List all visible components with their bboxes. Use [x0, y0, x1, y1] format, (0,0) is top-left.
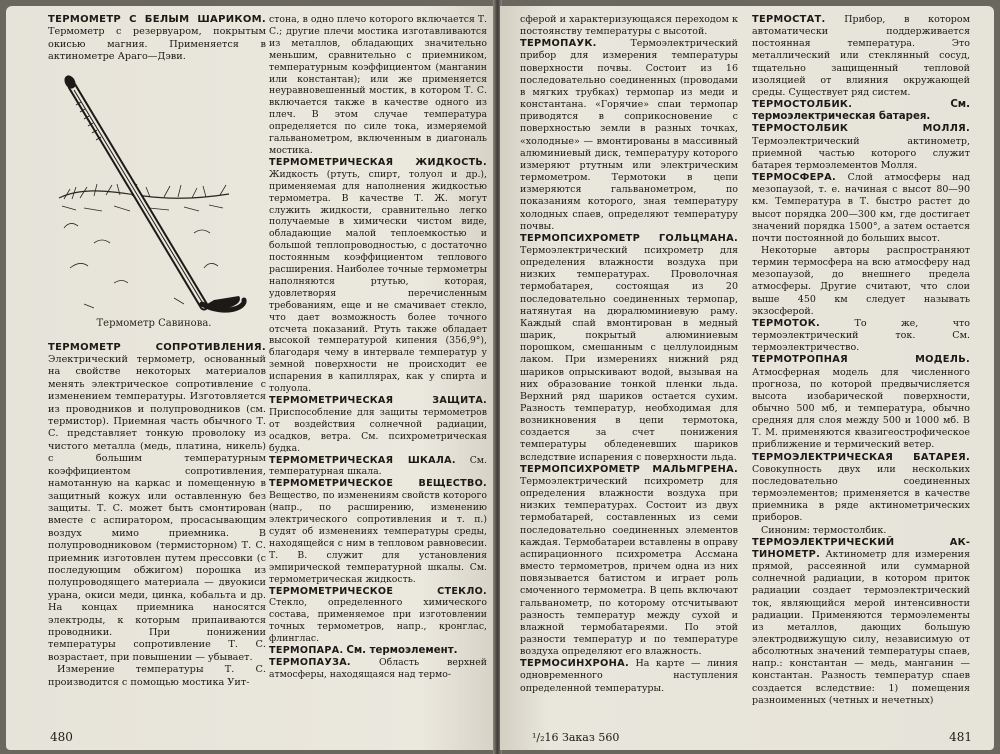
entry-thermometric-scale: ТЕРМОМЕТРИЧЕСКАЯ ШКАЛА. См. температурная шкала. [269, 454, 487, 478]
left-column-1 [48, 14, 266, 689]
entry-thermoelectric-actinometer: ТЕРМОЭЛЕКТРИЧЕСКИЙ АКТИНОМЕТР. Актинометр для измерения прямой, рассеянной или суммарной солнечной радиации, в котором приток радиации создает термоэлектрический ток, являющийся мерой интенсивности радиации. Применяются термоэлементы из металлов, дающих большую электродвижущую силу, независимую от абсолютных значений температуры спаев, напр.: константан — медь, манганин — константан. Разность температур спаев создается вследствие: 1) помещения разноименных (четных и нечетных) [752, 536, 970, 706]
entry-thermoelectric-battery: ТЕРМОЭЛЕКТРИЧЕСКАЯ БАТАРЕЯ. Совокупность двух или нескольких последовательно соединенных термоэлементов; применяется в качестве приемника в ряде актинометрических приборов. [752, 451, 970, 524]
right-column-1 [520, 14, 738, 695]
entry-goltsman-thermopsychrometer: ТЕРМОПСИХРОМЕТР ГОЛЬЦМАНА. Термоэлектрический психрометр для определения влажности воздуха при низких температурах. Проволочная термобатарея, состоящая из 20 последовательно соединенных термопар, натянутая на дюралюминиевую раму. Каждый спай вмонтирован в медный шарик, покрытый алюминиевым порошком, смешанным с целлулоидным лаком. При измерениях нижний ряд шариков опрыскивают водой, вызывая на них образование тонкой пленки льда. Верхний ряд шариков остается сухим. Разность температур, необходимая для возникновения в цепи термотока, создается за счет понижения температуры обледеневших шариков вследствие испарения с поверхности льда. [520, 232, 738, 463]
page-number-right: 481 [949, 730, 972, 744]
entry-thermocouple: ТЕРМОПАРА. См. термоэлемент. [269, 645, 458, 657]
printer-order: Заказ 560 [562, 731, 620, 744]
savinov-thermometer-illustration [54, 68, 254, 318]
entry-resistance-thermometer-cont: Измерение температуры Т. С. производится с помощью мостика Уит- [48, 664, 266, 688]
entry-thermopile: ТЕРМОСТОЛБИК. См. термоэлектрическая батарея. [752, 99, 970, 123]
figure-caption: Термометр Савинова. [96, 317, 212, 329]
right-page [500, 6, 994, 750]
entry-thermometric-glass: ТЕРМОМЕТРИЧЕСКОЕ СТЕКЛО. Стекло, определенного химического состава, применяемое при изготовлении точных термометров, напр., кронглас, флинглас. [269, 585, 487, 645]
continued-text: сферой и характеризующаяся переходом к постоянству температуры с высотой. [520, 14, 738, 38]
entry-thermometer-white-bulb: ТЕРМОМЕТР С БЕЛЫМ ШАРИКОМ. Термометр с резервуаром, покрытым окисью магния. Применяется в актинометре Араго—Дэви. [48, 14, 266, 63]
entry-moll-thermopile: ТЕРМОСТОЛБИК МОЛЛЯ. Термоэлектрический актинометр, приемной частью которого служит батарея термоэлементов Молля. [752, 123, 970, 171]
printer-signature: ¹/₂16 [532, 731, 559, 744]
savinov-thermometer-figure [54, 68, 254, 338]
entry-thermometric-shelter: ТЕРМОМЕТРИЧЕСКАЯ ЗАЩИТА. Приспособление для защиты термометров от воздействия солнечной радиации, осадков, ветра. См. психрометрическая будка. [269, 395, 487, 454]
entry-thermosphere: ТЕРМОСФЕРА. Слой атмосферы над мезопаузой, т. е. начиная с высот 80—90 км. Температура в Т. быстро растет до высот порядка 200—300 км, где достигает значений порядка 1500°, а затем остается почти постоянной до больших высот. [752, 172, 970, 244]
entry-thermopause: ТЕРМОПАУЗА. Область верхней атмосферы, находящаяся над термо- [269, 656, 487, 680]
entry-thermostat: ТЕРМОСТАТ. Прибор, в котором автоматически поддерживается постоянная температура. Это металлический или стеклянный сосуд, тщательно защищенный тепловой изоляцией от влияния окружающей среды. Существует ряд систем. [752, 14, 970, 98]
page-number-left: 480 [50, 730, 73, 744]
entry-thermospider: ТЕРМОПАУК. Термоэлектрический прибор для измерения температуры поверхности почвы. Состоит из 16 последовательно соединенных (проводами в мягких трубках) термопар из меди и константана. «Горячие» спаи термопар приводятся в соприкосновение с поверхностью земли в разных точках, «холодные» — вмонтированы в массивный алюминиевый диск, температуру которого измеряют ртутным или электрическим термометром. Термотоки в цепи измеряются гальванометром, по показаниям которого, зная температуру холодных спаев, определяют температуру почвы. [520, 38, 738, 232]
entry-resistance-thermometer: ТЕРМОМЕТР СОПРОТИВЛЕНИЯ. Электрический термометр, основанный на свойстве некоторых материалов менять электрическое сопротивление с изменением температуры. Изготовляется из проводников и полупроводников (см. термистор). Приемная часть обычного Т. С. представляет тонкую проволоку из чистого металла (медь, платина, никель) с большим температурным коэффициентом сопротивления, намотанную на каркас и помещенную в защитный кожух или оставленную без защиты. Т. С. может быть смонтирован вместе с аспиратором, просасывающим воздух мимо приемника. В полупроводниковом (термисторном) Т. С. приемник изготовлен путем прессовки (с последующим обжигом) порошка из полупроводящего материала — двуокиси урана, окиси меди, цинка, кобальта и др. На концах приемника наносятся электроды, к которым припаиваются проводники. При понижении температуры сопротивление Т. С. возрастает, при повышении — убывает. [48, 341, 266, 663]
entry-thermocurrent: ТЕРМОТОК. То же, что термоэлектрический ток. См. термоэлектричество. [752, 317, 970, 354]
entry-synonym: Синоним: термостолбик. [761, 524, 887, 536]
left-page [6, 6, 495, 750]
entry-thermometric-substance: ТЕРМОМЕТРИЧЕСКОЕ ВЕЩЕСТВО. Вещество, по изменениям свойств которого (напр., по расширению, изменению электрического сопротивления и т. п.) судят об изменениях температуры среды, находящейся с ним в тепловом равновесии. Т. В. служит для установления эмпирической температурной шкалы. См. термометрическая жидкость. [269, 478, 487, 585]
left-column-2 [269, 14, 487, 681]
entry-thermotropic-model: ТЕРМОТРОПНАЯ МОДЕЛЬ. Атмосферная модель для численного прогноза, по которой предвычисляется высота изобарической поверхности, обычно 500 мб, и температура, обычно средняя для слоя между 500 и 1000 мб. В Т. М. применяются квазигеострофическое приближение и термический ветер. [752, 354, 970, 451]
entry-malmgren-thermopsychrometer: ТЕРМОПСИХРОМЕТР МАЛЬМГРЕНА. Термоэлектрический психрометр для определения влажности воздуха при низких температурах. Состоит из двух термобатарей, составленных из семи последовательно соединенных элементов каждая. Термобатареи вставлены в оправу аспирационного психрометра Ассмана вместо термометров, причем одна из них повязывается батистом и играет роль смоченного термометра. В цепь включают гальванометр, по которому отсчитывают разность температур между сухой и влажной термобатареями. По этой разности температур и по температуре воздуха определяют его влажность. [520, 463, 738, 658]
entry-thermosynchrone: ТЕРМОСИНХРОНА. На карте — линия одновременного наступления определенной температуры. [520, 658, 738, 694]
right-column-2 [752, 14, 970, 707]
entry-thermosphere-cont: Некоторые авторы распространяют термин термосфера на всю атмосферу над мезопаузой, до внешнего предела атмосферы. Другие считают, что слои выше 450 км следует называть экзосферой. [752, 244, 970, 317]
entry-thermometric-liquid: ТЕРМОМЕТРИЧЕСКАЯ ЖИДКОСТЬ. Жидкость (ртуть, спирт, толуол и др.), применяемая для наполнения жидкостью термометра. В качестве Т. Ж. могут служить жидкости, сравнительно легко получаемые в химически чистом виде, обладающие малой теплоемкостью и большой теплопроводностью, с достаточно постоянным коэффициентом теплового расширения. Наиболее точные термометры наполняются ртутью, которая, удовлетворяя перечисленным требованиям, еще и не смачивает стекло, что дает возможность более точного отсчета показаний. Ртуть также обладает высокой температурой кипения (356,9°), благодаря чему в интервале температур у земной поверхности не происходит ее испарения в капиллярах, как у спирта и толуола. [269, 156, 487, 395]
continued-text: стона, в одно плечо которого включается Т. С.; другие плечи мостика изготавливаются из металлов, обладающих значительно меньшим, сравнительно с приемником, температурным коэффициентом (манганин или константан); или же применяется неуравновешенный мостик, в котором Т. С. включается также в качестве одного из плеч. В этом случае температура определяется по силе тока, измеряемой гальванометром, включенным в диагональ мостика. [269, 14, 487, 156]
